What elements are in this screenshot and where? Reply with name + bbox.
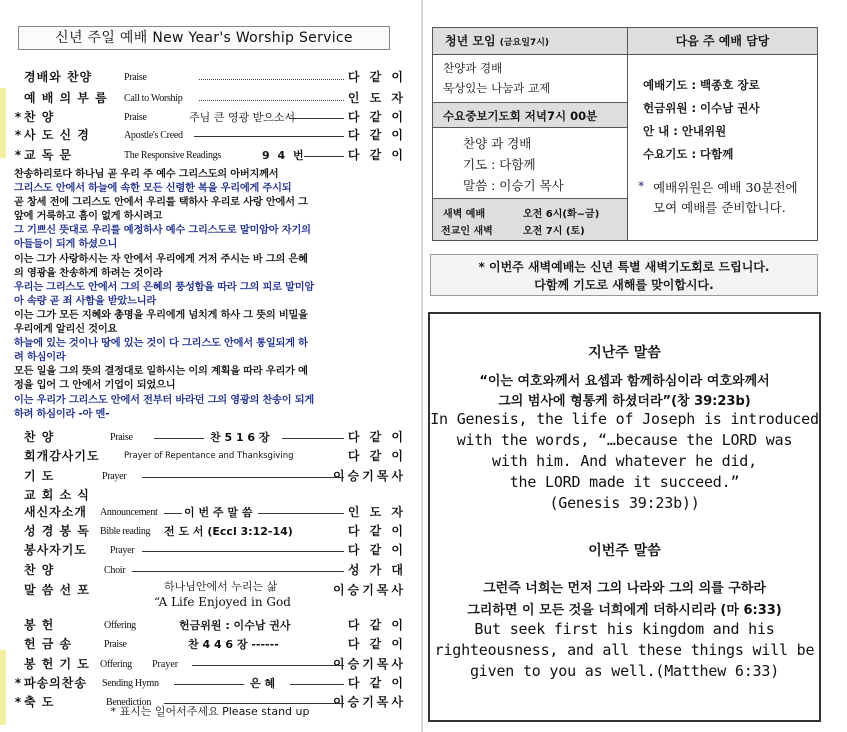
- scripture-line: 우리는 그리스도 안에서 그의 은혜의 풍성함을 따라 그의 피로 말미암: [14, 281, 315, 293]
- scripture-line: 그 기쁘신 뜻대로 우리를 예정하사 예수 그리스도로 말미암아 자기의: [14, 225, 311, 237]
- wednesday-item: 말씀 : 이승기 목사: [463, 178, 564, 193]
- row-detail: 헌금위원 : 이수남 권사: [179, 619, 291, 632]
- row-star: *: [14, 695, 22, 709]
- row-leader: 이승기목사: [333, 469, 406, 483]
- row-leader: 인 도 자: [347, 91, 406, 105]
- scripture-line: 아들들이 되게 하셨으니: [14, 239, 118, 251]
- dawn-label: 새벽 예배: [443, 209, 486, 220]
- youth-item: 찬양과 경배: [443, 61, 503, 75]
- row-leader: 다 같 이: [347, 449, 406, 463]
- next-week-note: 예배위원은 예배 30분전에: [653, 180, 798, 195]
- leader-line: [174, 684, 244, 685]
- row-leader: 성 가 대: [347, 563, 406, 577]
- row-item: 헌 금 송: [24, 637, 73, 651]
- row-detail: “A Life Enjoyed in God: [154, 595, 291, 609]
- leader-line: [289, 118, 344, 119]
- row-english: Praise: [104, 639, 127, 650]
- row-detail: 찬 4 4 6 장 ------: [188, 638, 279, 651]
- service-row: [14, 68, 406, 87]
- last-week-eng: the LORD made it succeed.”: [509, 473, 740, 491]
- leader-line: [154, 438, 204, 439]
- leader-line: [290, 684, 344, 685]
- service-row: [14, 146, 406, 165]
- row-leader: 다 같 이: [347, 430, 406, 444]
- service-row: [14, 674, 406, 693]
- youth-header-time: (금요일7시): [499, 38, 549, 48]
- dawn-time: 오전 6시(화~금): [523, 209, 600, 220]
- row-star: *: [14, 676, 22, 690]
- this-week-kor: 그런즉 너희는 먼저 그의 나라와 그의 의를 구하라: [483, 581, 766, 596]
- scripture-line: 하려 하심이라 -아 멘-: [14, 408, 110, 420]
- this-week-title: 이번주 말씀: [588, 543, 661, 559]
- row-leader: 다 같 이: [347, 128, 406, 142]
- service-row: [14, 108, 406, 127]
- row-english: Praise: [110, 432, 133, 443]
- last-week-eng: In Genesis, the life of Joseph is introduced: [430, 410, 819, 428]
- row-item: 봉 헌 기 도: [24, 657, 90, 671]
- service-row: [14, 428, 406, 447]
- next-week-item: 예배기도 : 백종호 장로: [643, 78, 760, 92]
- row-item: 사 도 신 경: [24, 128, 90, 142]
- this-week-eng: But seek first his kingdom and his: [474, 620, 775, 638]
- scripture-line: 곧 창세 전에 그리스도 안에서 우리를 택하사 우리로 사랑 안에서 그: [14, 197, 308, 209]
- row-detail: 이 번 주 말 씀: [184, 506, 253, 519]
- youth-header: [433, 28, 627, 55]
- margin-highlight: [0, 650, 6, 725]
- row-leader: 이승기목사: [333, 657, 406, 671]
- leader-line: [199, 100, 344, 101]
- row-detail: Prayer: [152, 659, 179, 670]
- last-week-kor: “이는 여호와께서 요셉과 함께하심이라 여호와께서: [479, 374, 770, 389]
- row-leader: 이승기목사: [333, 583, 406, 597]
- row-item: 예 배 의 부 름: [24, 91, 108, 105]
- leader-line: [142, 551, 344, 552]
- service-row: [14, 597, 406, 616]
- next-week-header: 다음 주 예배 담당: [628, 28, 817, 55]
- scripture-line: 정을 입어 그 안에서 기업이 되었으니: [14, 380, 176, 392]
- service-row: [14, 655, 406, 674]
- wednesday-header: 수요중보기도회 저녁7시 00분: [443, 109, 598, 123]
- leader-line: [164, 513, 182, 514]
- row-english: Choir: [104, 565, 126, 576]
- row-leader: 다 같 이: [347, 676, 406, 690]
- this-week-eng: given to you as well.(Matthew 6:33): [469, 662, 780, 680]
- row-detail: 주님 큰 영광 받으소서: [189, 111, 296, 124]
- scripture-line: 모든 일을 그의 뜻의 결정대로 일하시는 이의 계획을 따라 우리가 예: [14, 366, 308, 378]
- row-item: 경배와 찬양: [24, 70, 93, 84]
- row-star: *: [14, 110, 22, 124]
- row-leader: 다 같 이: [347, 148, 406, 162]
- row-english: Apostle's Creed: [124, 130, 183, 141]
- wednesday-item: 기도 : 다함께: [463, 157, 536, 172]
- last-week-eng: with him. And whatever he did,: [492, 452, 757, 470]
- row-item: 찬 양: [24, 110, 55, 124]
- sermon-box: [428, 312, 821, 722]
- row-english: Bible reading: [100, 526, 151, 537]
- leader-line: [132, 571, 344, 572]
- leader-line: [282, 438, 344, 439]
- row-item: 성 경 봉 독: [24, 524, 90, 538]
- youth-header-label: 청년 모임: [445, 34, 496, 48]
- service-row: [14, 126, 406, 145]
- leader-line: [142, 477, 344, 478]
- page-divider: [421, 0, 423, 732]
- scripture-line: 앞에 거룩하고 흠이 없게 하시려고: [14, 211, 163, 223]
- notice-line: 다함께 기도로 새해를 맞이합시다.: [534, 278, 714, 292]
- row-star: *: [14, 128, 22, 142]
- row-item: 회개감사기도: [24, 449, 100, 463]
- leader-line: [304, 156, 344, 157]
- service-title: 신년 주일 예배 New Year's Worship Service: [18, 26, 390, 50]
- next-week-note: 모여 예배를 준비합니다.: [653, 200, 786, 215]
- row-item: 파송의찬송: [24, 676, 87, 690]
- row-detail: 찬 5 1 6 장: [210, 431, 270, 444]
- scripture-line: 이는 그가 모든 지혜와 총명을 우리에게 넘치게 하사 그 뜻의 비밀을: [14, 309, 308, 321]
- notice-line: * 이번주 새벽예배는 신년 특별 새벽기도회로 드립니다.: [478, 260, 770, 274]
- row-item: 기 도: [24, 469, 55, 483]
- service-row: [14, 447, 406, 466]
- responsive-reading-text: [14, 168, 406, 422]
- this-week-eng: righteousness, and all these things will be: [434, 641, 815, 659]
- last-week-kor: 그의 범사에 형통케 하셨더라”(창 39:23b): [498, 394, 751, 409]
- row-detail: 9 4 번: [262, 149, 306, 162]
- row-english: Praise: [124, 112, 147, 123]
- row-item: 찬 양: [24, 563, 55, 577]
- next-week-item: 안 내 : 안내위원: [643, 124, 727, 138]
- scripture-line: 이는 우리가 그리스도 안에서 전부터 바라던 그의 영광의 찬송이 되게: [14, 394, 315, 406]
- row-leader: 다 같 이: [347, 637, 406, 651]
- row-detail: 전 도 서 (Eccl 3:12-14): [164, 525, 293, 538]
- scripture-line: 찬송하리로다 하나님 곧 우리 주 예수 그리스도의 아버지께서: [14, 169, 279, 180]
- wednesday-item: 찬양 과 경배: [463, 136, 532, 151]
- row-item: 교 회 소 식: [24, 488, 90, 502]
- row-detail: 은 혜: [250, 677, 276, 690]
- row-item: 찬 양: [24, 430, 55, 444]
- notice-box: [430, 254, 818, 296]
- scripture-line: 우리에게 알리신 것이요: [14, 324, 118, 336]
- row-item: 봉 헌: [24, 618, 55, 632]
- row-detail: Prayer of Repentance and Thanksgiving: [124, 451, 294, 461]
- row-english: Call to Worship: [124, 93, 183, 104]
- row-star: *: [14, 148, 22, 162]
- youth-item: 묵상있는 나눔과 교제: [443, 81, 551, 95]
- row-english: Offering: [100, 659, 132, 670]
- row-english: Praise: [124, 72, 147, 83]
- service-row: [14, 522, 406, 541]
- scripture-line: 이는 그가 사랑하시는 자 안에서 우리에게 거저 주시는 바 그의 은혜: [14, 253, 308, 265]
- last-week-eng: with the words, “…because the LORD was: [456, 431, 793, 449]
- row-leader: 인 도 자: [347, 505, 406, 519]
- row-leader: 다 같 이: [347, 543, 406, 557]
- next-week-item: 수요기도 : 다함께: [643, 147, 734, 161]
- margin-highlight: [0, 88, 6, 158]
- row-leader: 다 같 이: [347, 70, 406, 84]
- row-english: Announcement: [100, 507, 158, 518]
- row-english: Offering: [104, 620, 136, 631]
- scripture-line: 하늘에 있는 것이나 땅에 있는 것이 다 그리스도 안에서 통일되게 하: [14, 338, 308, 350]
- scripture-line: 아 속량 곧 죄 사함을 받았느니라: [14, 295, 157, 307]
- scripture-line: 그리스도 안에서 하늘에 속한 모든 신령한 복을 우리에게 주시되: [14, 183, 292, 195]
- row-detail: 하나님안에서 누리는 삶: [164, 580, 278, 593]
- service-row: [14, 635, 406, 654]
- last-week-eng: (Genesis 39:23b)): [549, 494, 700, 512]
- leader-line: [194, 136, 344, 137]
- leader-line: [199, 79, 344, 80]
- stand-up-note: * 표시는 일어서주세요 Please stand up: [110, 705, 310, 718]
- schedule-table: [432, 27, 818, 241]
- last-week-title: 지난주 말씀: [588, 345, 661, 361]
- row-english: Prayer: [102, 471, 127, 482]
- leader-line: [192, 665, 344, 666]
- row-item: 축 도: [24, 695, 55, 709]
- row-leader: 이승기목사: [333, 695, 406, 709]
- leader-line: [258, 513, 344, 514]
- service-row: [14, 616, 406, 635]
- row-leader: 다 같 이: [347, 524, 406, 538]
- row-leader: 다 같 이: [347, 618, 406, 632]
- row-item: 새신자소개: [24, 505, 87, 519]
- scripture-line: 려 하심이라: [14, 352, 66, 364]
- row-english: The Responsive Readings: [124, 150, 221, 161]
- note-star: *: [638, 178, 645, 193]
- next-week-item: 헌금위원 : 이수남 권사: [643, 101, 760, 115]
- this-week-kor: 그리하면 이 모든 것을 너희에게 더하시리라 (마 6:33): [467, 603, 782, 618]
- row-leader: 다 같 이: [347, 110, 406, 124]
- table-divider: [627, 28, 628, 240]
- service-row: [14, 541, 406, 560]
- row-english: Benediction: [106, 697, 152, 708]
- service-row: [14, 467, 406, 486]
- row-item: 말 씀 선 포: [24, 583, 90, 597]
- service-row: [14, 503, 406, 522]
- dawn-label: 전교인 새벽: [441, 226, 493, 237]
- service-row: [14, 89, 406, 108]
- row-item: 교 독 문: [24, 148, 73, 162]
- row-english: Sending Hymn: [102, 678, 159, 689]
- dawn-time: 오전 7시 (토): [523, 226, 585, 237]
- row-english: Prayer: [110, 545, 135, 556]
- scripture-line: 의 영광을 찬송하게 하려는 것이라: [14, 267, 163, 279]
- row-item: 봉사자기도: [24, 543, 87, 557]
